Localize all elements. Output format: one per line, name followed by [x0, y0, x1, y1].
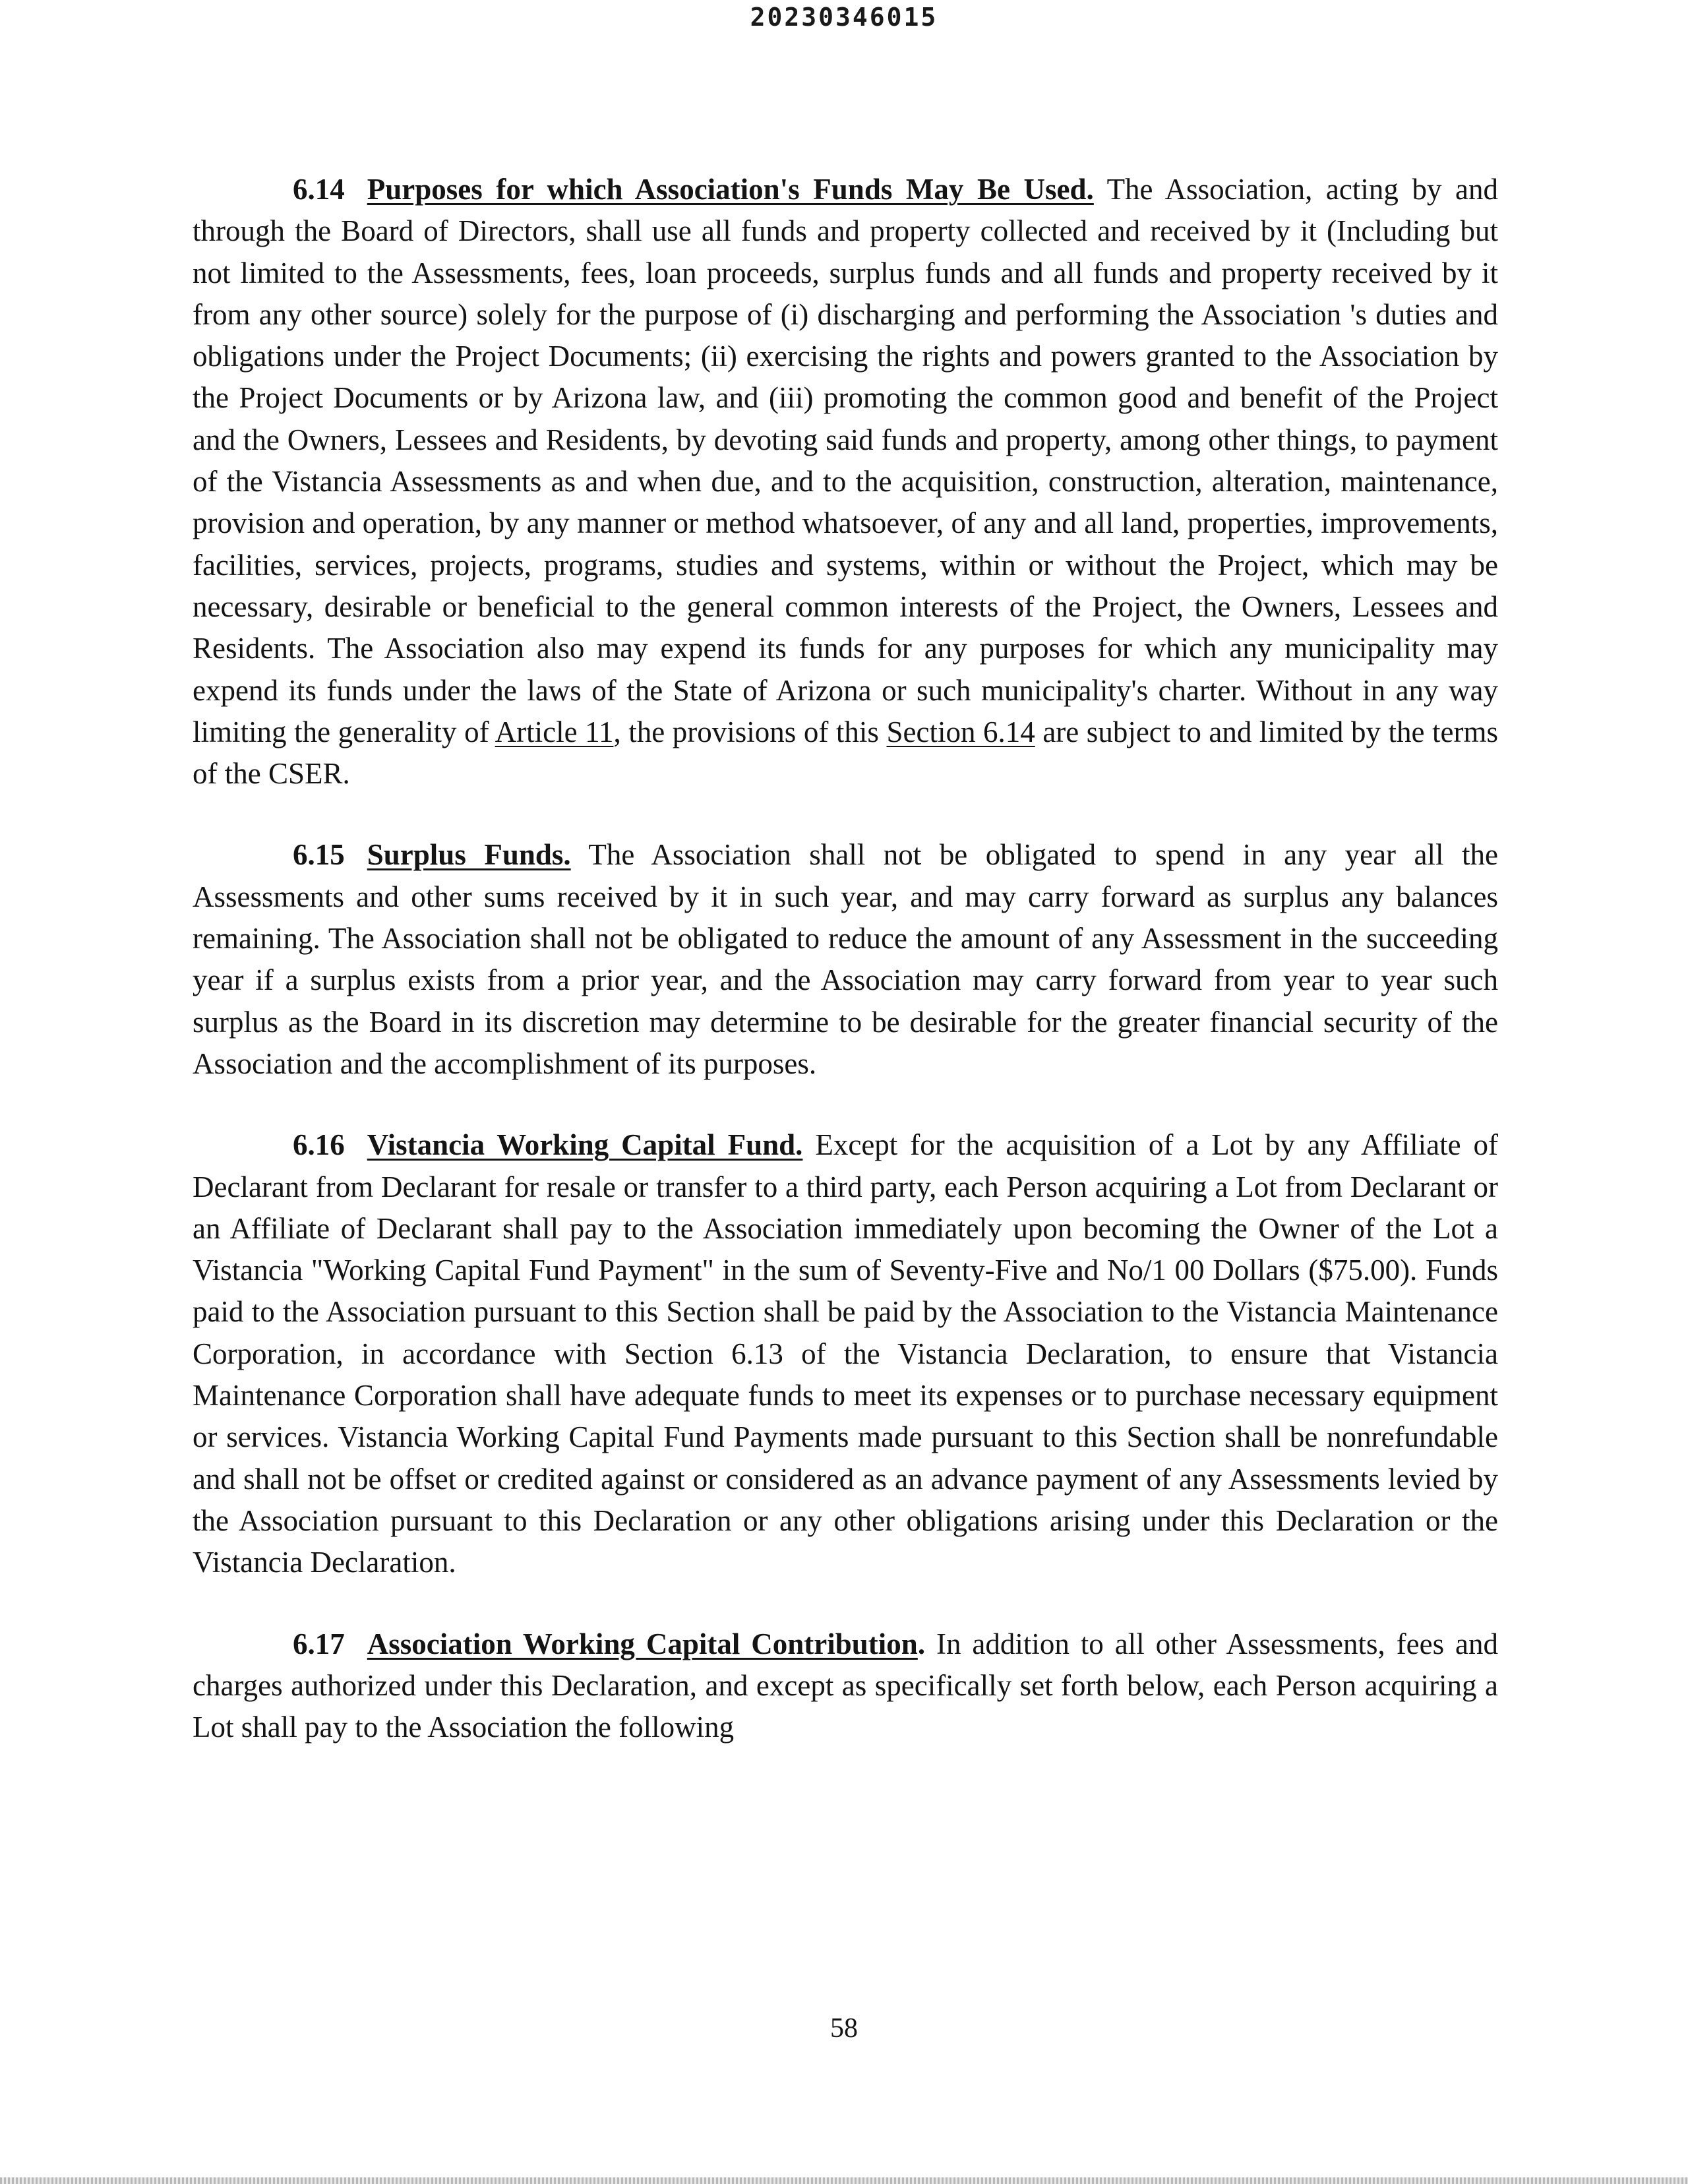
section-body: The Association shall not be obligated to spend in any year all the Assessments and other sums received by it in such year, and may carry forward as surplus any balances remaining. The Association shall not be obligated to reduce the amount of any Assessment in the succeeding year if a surplus exists from a prior year, and the Association may carry forward from year to year such surplus as the Board in its discretion may determine to be desirable for the greater financial security of the Association and the accomplishment of its purposes. [193, 838, 1498, 1080]
section-6-17-paragraph [193, 1623, 1498, 1749]
section-heading: Purposes for which Association's Funds May Be Used. [367, 173, 1094, 206]
page-number: 58 [830, 2013, 858, 2044]
section-6-16-paragraph [193, 1124, 1498, 1583]
section-heading: Surplus Funds. [367, 838, 571, 872]
section-6-17 [193, 1623, 1498, 1749]
section-heading: Vistancia Working Capital Fund. [367, 1128, 803, 1162]
recording-number: 20230346015 [750, 3, 938, 32]
section-6-14 [193, 169, 1498, 795]
section-reference: Section 6.14 [886, 715, 1035, 748]
section-number: 6.15 [293, 838, 345, 872]
section-body: Except for the acquisition of a Lot by any Affiliate of Declarant from Declarant for resale or transfer to a third party, each Person acquiring a Lot from Declarant or an Affiliate of Declarant shall pay to the Association immediately upon becoming the Owner of the Lot a Vistancia "Working Capital Fund Payment" in the sum of Seventy-Five and No/1 00 Dollars ($75.00). Funds paid to the Association pursuant to this Section shall be paid by the Association to the Vistancia Maintenance Corporation, in accordance with Section 6.13 of the Vistancia Declaration, to ensure that Vistancia Maintenance Corporation shall have adequate funds to meet its expenses or to purchase necessary equipment or services. Vistancia Working Capital Fund Payments made pursuant to this Section shall be nonrefundable and shall not be offset or credited against or considered as an advance payment of any Assessments levied by the Association pursuant to this Declaration or any other obligations arising under this Declaration or the Vistancia Declaration. [193, 1128, 1499, 1579]
section-body-continued: , the provisions of this [613, 715, 887, 748]
scan-edge-artifact [0, 2177, 1688, 2184]
section-6-16 [193, 1124, 1498, 1583]
section-body: In addition to all other Assessments, fees and charges authorized under this Declaration, and except as specifically set forth below, each Person acquiring a Lot shall pay to the Association the following [193, 1627, 1498, 1744]
section-6-15 [193, 834, 1498, 1085]
document-body [193, 169, 1498, 1788]
section-number: 6.16 [293, 1128, 345, 1162]
section-number: 6.17 [293, 1627, 345, 1660]
section-6-14-paragraph [193, 169, 1498, 795]
article-reference: Article 11 [495, 715, 614, 748]
section-number: 6.14 [293, 173, 345, 206]
section-body: The Association, acting by and through the Board of Directors, shall use all funds and property collected and received by it (Including but not limited to the Assessments, fees, loan proceeds, surplus funds and all funds and property received by it from any other source) solely for the purpose of (i) discharging and performing the Association 's duties and obligations under the Project Documents; (ii) exercising the rights and powers granted to the Association by the Project Documents or by Arizona law, and (iii) promoting the common good and benefit of the Project and the Owners, Lessees and Residents, by devoting said funds and property, among other things, to payment of the Vistancia Assessments as and when due, and to the acquisition, construction, alteration, maintenance, provision and operation, by any manner or method whatsoever, of any and all land, properties, improvements, facilities, services, projects, programs, studies and systems, within or without the Project, which may be necessary, desirable or beneficial to the general common interests of the Project, the Owners, Lessees and Residents. The Association also may expend its funds for any purposes for which any municipality may expend its funds under the laws of the State of Arizona or such municipality's charter. Without in any way limiting the generality of [193, 173, 1498, 748]
section-6-15-paragraph [193, 834, 1498, 1085]
section-heading: Association Working Capital Contribution [367, 1627, 918, 1660]
section-body-end: are subject to and limited by the terms of the CSER. [193, 715, 1499, 791]
section-heading-period: . [917, 1627, 926, 1660]
